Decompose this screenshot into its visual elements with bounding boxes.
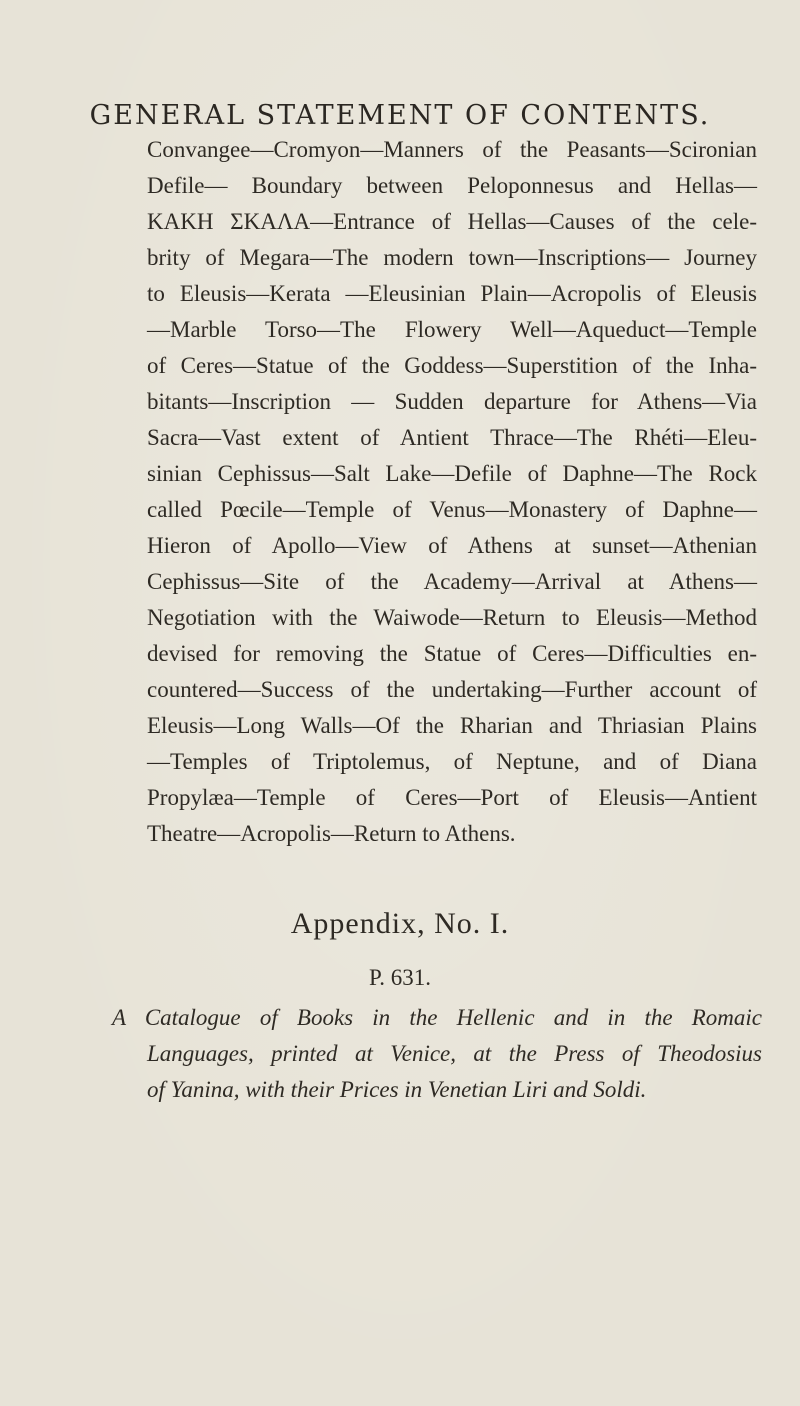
- contents-line: brity of Megara—The modern town—Inscriptions— Journey: [147, 245, 757, 270]
- contents-line: Negotiation with the Waiwode—Return to Eleusis—Method: [147, 605, 757, 630]
- contents-line: Convangee—Cromyon—Manners of the Peasants—Scironian: [147, 137, 757, 162]
- contents-line: bitants—Inscription — Sudden departure for Athens—Via: [147, 389, 757, 414]
- contents-line: called Pœcile—Temple of Venus—Monastery of Daphne—: [147, 497, 757, 522]
- contents-line: Hieron of Apollo—View of Athens at sunset—Athenian: [147, 533, 757, 558]
- contents-line: sinian Cephissus—Salt Lake—Defile of Daphne—The Rock: [147, 461, 757, 486]
- contents-line: Defile— Boundary between Peloponnesus and Hellas—: [147, 173, 757, 198]
- contents-line: devised for removing the Statue of Ceres—Difficulties en-: [147, 641, 757, 666]
- contents-line: —Temples of Triptolemus, of Neptune, and of Diana: [147, 749, 757, 774]
- contents-line: ΚΑΚΗ ΣΚΑΛΑ—Entrance of Hellas—Causes of the cele-: [147, 209, 757, 234]
- contents-line: Cephissus—Site of the Academy—Arrival at Athens—: [147, 569, 757, 594]
- contents-line: countered—Success of the undertaking—Further account of: [147, 677, 757, 702]
- appendix-title: Appendix, No. I.: [290, 907, 510, 940]
- contents-line: Theatre—Acropolis—Return to Athens.: [147, 821, 516, 846]
- contents-line: Propylæa—Temple of Ceres—Port of Eleusis—Antient: [147, 785, 757, 810]
- contents-line: Eleusis—Long Walls—Of the Rharian and Thriasian Plains: [147, 713, 757, 738]
- appendix-line: of Yanina, with their Prices in Venetian Liri and Soldi.: [147, 1077, 647, 1102]
- appendix-line: A Catalogue of Books in the Hellenic and in the Romaic: [112, 1005, 762, 1030]
- appendix-page-reference: P. 631.: [369, 965, 431, 990]
- contents-line: to Eleusis—Kerata —Eleusinian Plain—Acropolis of Eleusis: [147, 281, 757, 306]
- appendix-line: Languages, printed at Venice, at the Press of Theodosius: [147, 1041, 762, 1066]
- page-heading: GENERAL STATEMENT OF CONTENTS.: [89, 100, 711, 131]
- contents-line: Sacra—Vast extent of Antient Thrace—The Rhéti—Eleu-: [147, 425, 757, 450]
- contents-line: —Marble Torso—The Flowery Well—Aqueduct—Temple: [147, 317, 757, 342]
- contents-line: of Ceres—Statue of the Goddess—Superstition of the Inha-: [147, 353, 757, 378]
